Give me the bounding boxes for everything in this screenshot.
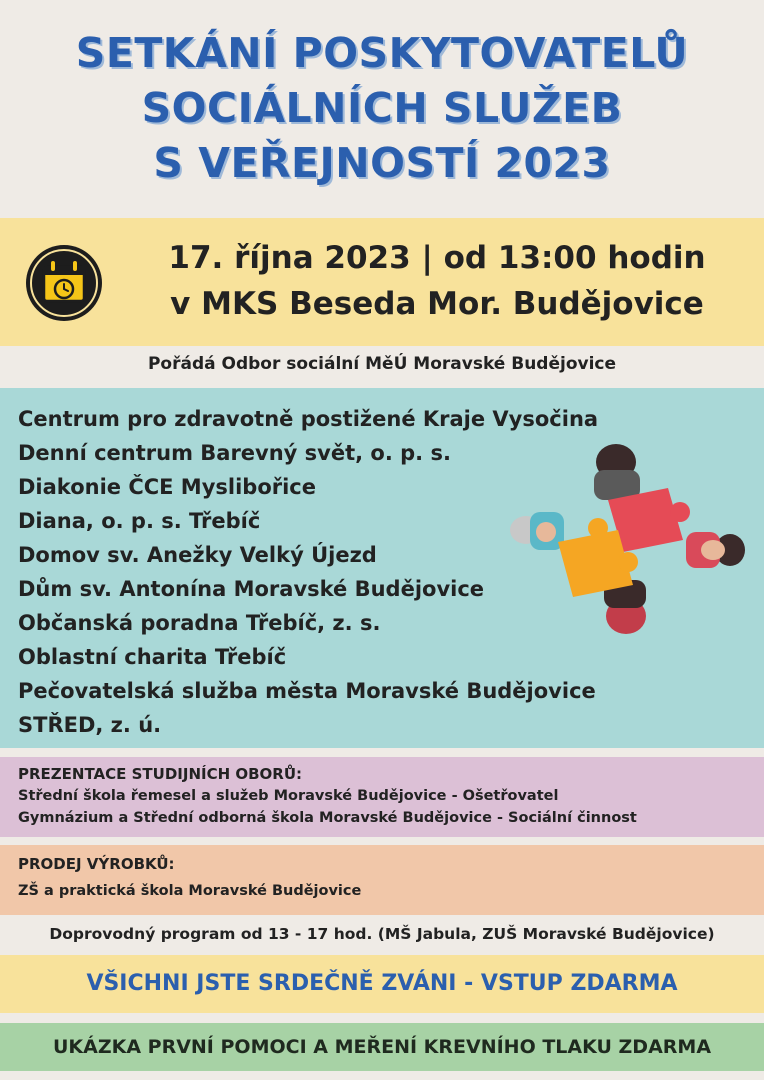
title-line-1: SETKÁNÍ POSKYTOVATELŮ [75,29,689,77]
title-line-2: SOCIÁLNÍCH SLUŽEB [141,84,623,132]
sales-heading: PRODEJ VÝROBKŮ: [18,855,175,873]
poster-title [0,26,764,191]
puzzle-people-illustration [508,440,748,640]
event-info-band [0,218,764,346]
provider-item: STŘED, z. ú. [18,713,162,737]
provider-item: Domov sv. Anežky Velký Újezd [18,543,377,567]
providers-band [0,388,764,748]
provider-item: Dům sv. Antonína Moravské Budějovice [18,577,485,601]
provider-item: Oblastní charita Třebíč [18,645,287,669]
organizer-line: Pořádá Odbor sociální MěÚ Moravské Budějovice [147,354,617,374]
first-aid-banner: UKÁZKA PRVNÍ POMOCI A MEŘENÍ KREVNÍHO TLAKU ZDARMA [0,1023,764,1071]
accompanying-program: Doprovodný program od 13 - 17 hod. (MŠ Jabula, ZUŠ Moravské Budějovice) [49,925,715,943]
presentation-item: Střední škola řemesel a služeb Moravské Budějovice - Ošetřovatel [18,788,559,804]
provider-item: Denní centrum Barevný svět, o. p. s. [18,441,451,465]
provider-item: Občanská poradna Třebíč, z. s. [18,611,381,635]
event-details [120,235,754,327]
product-sales-band [0,845,764,915]
event-venue: v MKS Beseda Mor. Budějovice [170,286,704,322]
welcome-banner: VŠICHNI JSTE SRDEČNĚ ZVÁNI - VSTUP ZDARMA [0,955,764,1013]
presentation-heading: PREZENTACE STUDIJNÍCH OBORŮ: [18,765,303,783]
sales-item: ZŠ a praktická škola Moravské Budějovice [18,883,362,899]
event-date-time: 17. října 2023 | od 13:00 hodin [168,240,706,276]
presentation-item: Gymnázium a Střední odborná škola Moravské Budějovice - Sociální činnost [18,810,637,826]
provider-item: Diana, o. p. s. Třebíč [18,509,261,533]
provider-item: Centrum pro zdravotně postižené Kraje Vysočina [18,407,599,431]
calendar-clock-icon [24,243,104,323]
provider-item: Pečovatelská služba města Moravské Budějovice [18,679,596,703]
study-presentation-band [0,757,764,837]
title-line-3: S VEŘEJNOSTÍ 2023 [153,139,611,187]
provider-item: Diakonie ČCE Myslibořice [18,475,316,499]
